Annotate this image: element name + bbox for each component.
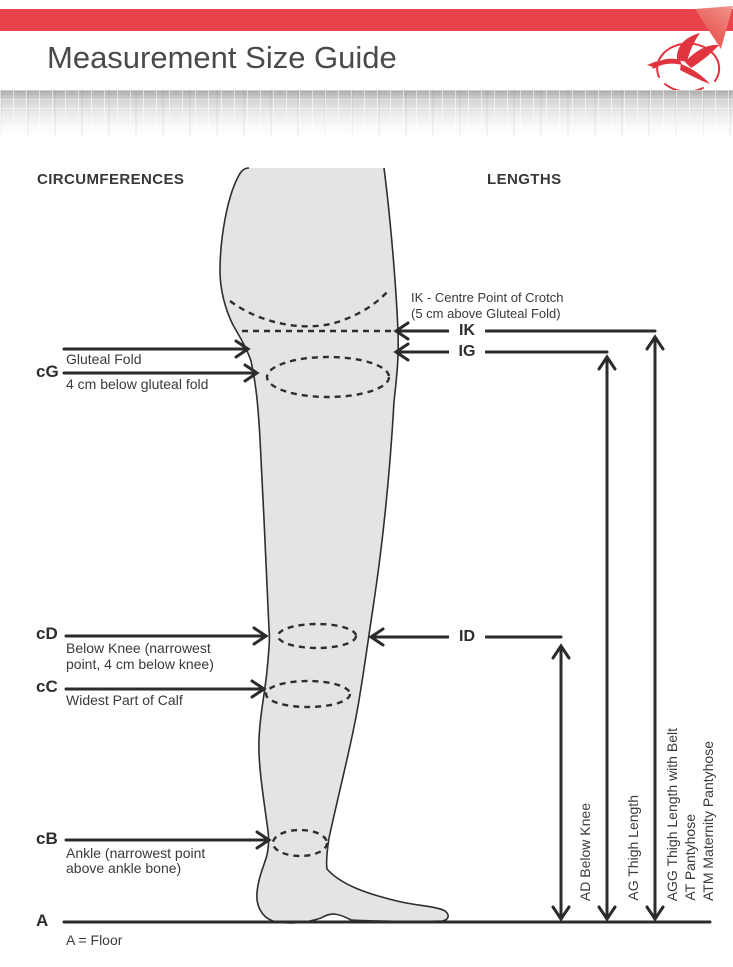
leg-silhouette (220, 168, 448, 923)
page-title: Measurement Size Guide (47, 40, 397, 75)
floor-code: A (36, 911, 49, 930)
cg-below-label: 4 cm below gluteal fold (66, 376, 209, 392)
ag-length-label: AG Thigh Length (625, 795, 641, 901)
cd-label-line2: point, 4 cm below knee) (66, 656, 214, 672)
id-code: ID (449, 628, 485, 646)
at-length-label: AT Pantyhose (682, 814, 698, 901)
ig-code: IG (449, 343, 485, 361)
atm-length-label: ATM Maternity Pantyhose (700, 740, 716, 901)
cd-code: cD (36, 624, 58, 643)
floor-label: A = Floor (66, 932, 123, 948)
lengths-header: LENGTHS (487, 171, 562, 188)
cc-code: cC (36, 677, 58, 696)
ik-note-line2: (5 cm above Gluteal Fold) (411, 306, 561, 321)
circumferences-header: CIRCUMFERENCES (37, 171, 185, 188)
cb-label-line1: Ankle (narrowest point (66, 845, 206, 861)
cd-label-line1: Below Knee (narrowest (66, 640, 211, 656)
cg-fold-label: Gluteal Fold (66, 351, 142, 367)
agg-length-label: AGG Thigh Length with Belt (664, 727, 680, 901)
ik-note-line1: IK - Centre Point of Crotch (411, 290, 564, 305)
ad-length-label: AD Below Knee (577, 802, 593, 901)
ik-code: IK (449, 322, 485, 340)
cc-label: Widest Part of Calf (66, 692, 183, 708)
cb-code: cB (36, 829, 58, 848)
cb-label-line2: above ankle bone) (66, 860, 182, 876)
cg-code: cG (36, 362, 59, 381)
